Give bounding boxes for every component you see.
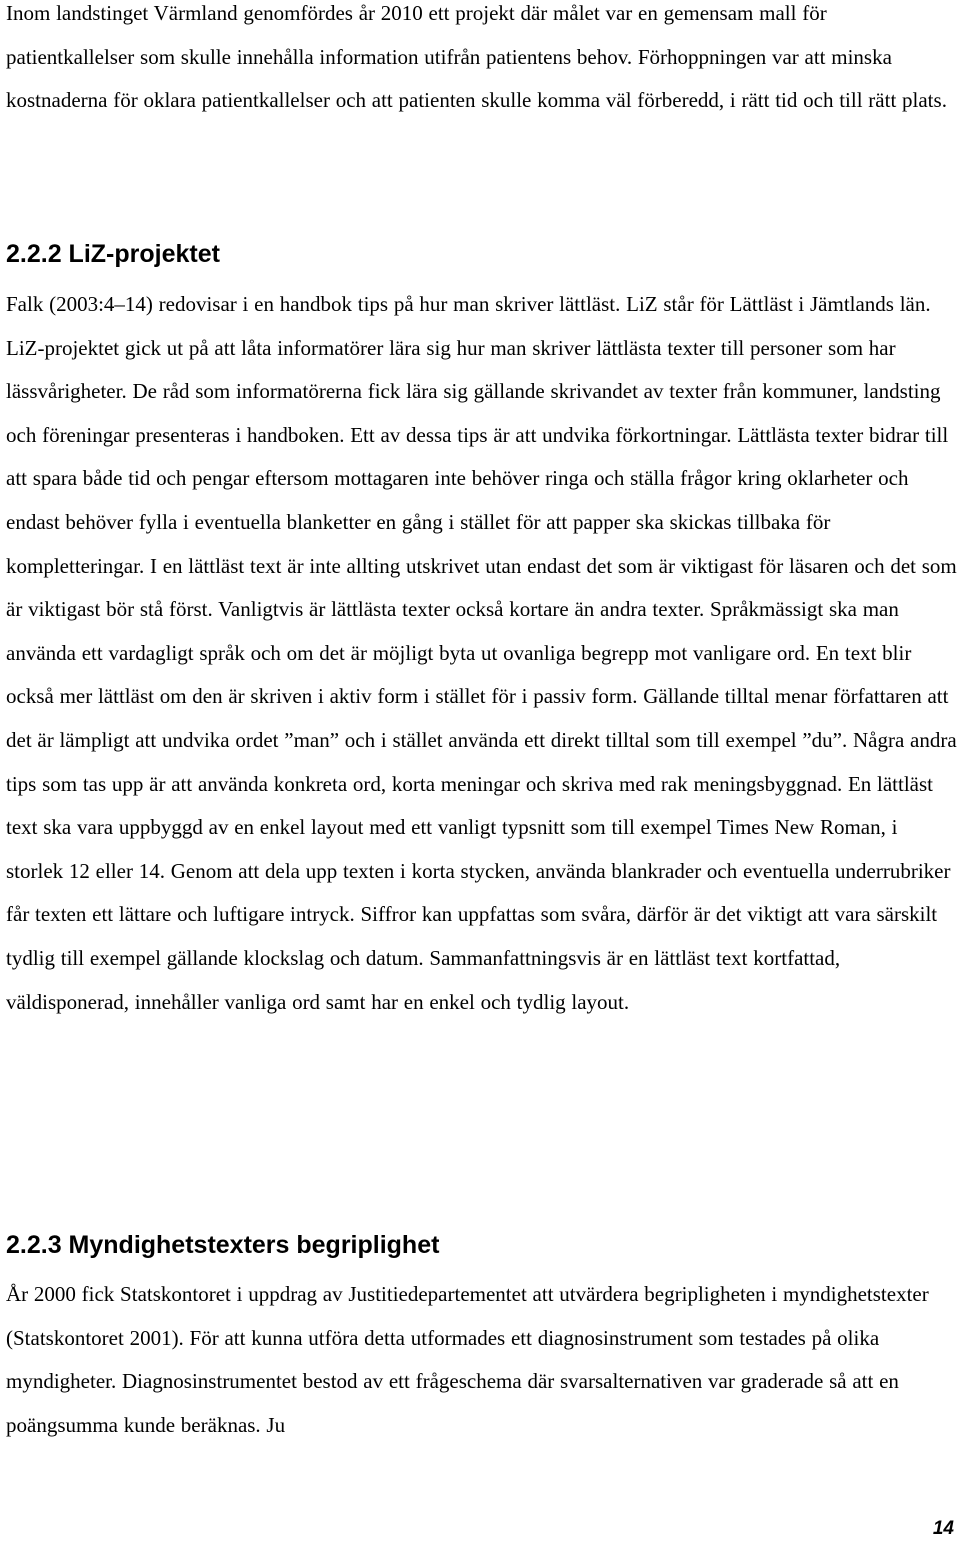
intro-paragraph: Inom landstinget Värmland genomfördes år 2010 ett projekt där målet var en gemensam mall för patientkallelser som skulle innehålla information utifrån patientens behov. Förhoppningen var att minska kostnaderna för oklara patientkallelser och att patienten skulle komma väl förberedd, i rätt tid och till rätt plats. <box>6 1 947 113</box>
myndighetstexter-paragraph: År 2000 fick Statskontoret i uppdrag av Justitiedepartementet att utvärdera begripligheten i myndighetstexter (Statskontoret 2001). För att kunna utföra detta utformades ett diagnosinstrument som testades på olika myndigheter. Diagnosinstrumentet bestod av ett frågeschema där svarsalternativen var graderade så att en poängsumma kunde beräknas. Ju <box>6 1282 929 1437</box>
liz-projektet-paragraph: Falk (2003:4–14) redovisar i en handbok tips på hur man skriver lättläst. LiZ står för Lättläst i Jämtlands län. LiZ-projektet gick ut på att låta informatörer lära sig hur man skriver lättlästa texter till personer som har lässvårigheter. De råd som informatörerna fick lära sig gällande skrivandet av texter från kommuner, landsting och föreningar presenteras i handboken. Ett av dessa tips är att undvika förkortningar. Lättlästa texter bidrar till att spara både tid och pengar eftersom mottagaren inte behöver ringa och ställa frågor kring oklarheter och endast behöver fylla i eventuella blanketter en gång i stället för att papper ska skickas tillbaka för kompletteringar. I en lättläst text är inte allting utskrivet utan endast det som är viktigast för läsaren och det som är viktigast bör stå först. Vanligtvis är lättlästa texter också kortare än andra texter. Språkmässigt ska man använda ett vardagligt språk och om det är möjligt byta ut ovanliga begrepp mot vanligare ord. En text blir också mer lättläst om den är skriven i aktiv form i stället för i passiv form. Gällande tilltal menar författaren att det är lämpligt att undvika ordet ”man” och i stället använda ett direkt tilltal som till exempel ”du”. Några andra tips som tas upp är att använda konkreta ord, korta meningar och skriva med rak meningsbyggnad. En lättläst text ska vara uppbyggd av en enkel layout med ett vanligt typsnitt som till exempel Times New Roman, i storlek 12 eller 14. Genom att dela upp texten i korta stycken, använda blankrader och eventuella underrubriker får texten ett lättare och luftigare intryck. Siffror kan uppfattas som svåra, därför är det viktigt att vara särskilt tydlig till exempel gällande klockslag och datum. Sammanfattningsvis är en lättläst text kortfattad, väldisponerad, innehåller vanliga ord samt har en enkel och tydlig layout. <box>6 292 957 1014</box>
section-heading-myndighetstexter: 2.2.3 Myndighetstexters begriplighet <box>6 1231 440 1259</box>
section-heading-liz-projektet: 2.2.2 LiZ-projektet <box>6 240 220 268</box>
page-number: 14 <box>932 1518 954 1539</box>
